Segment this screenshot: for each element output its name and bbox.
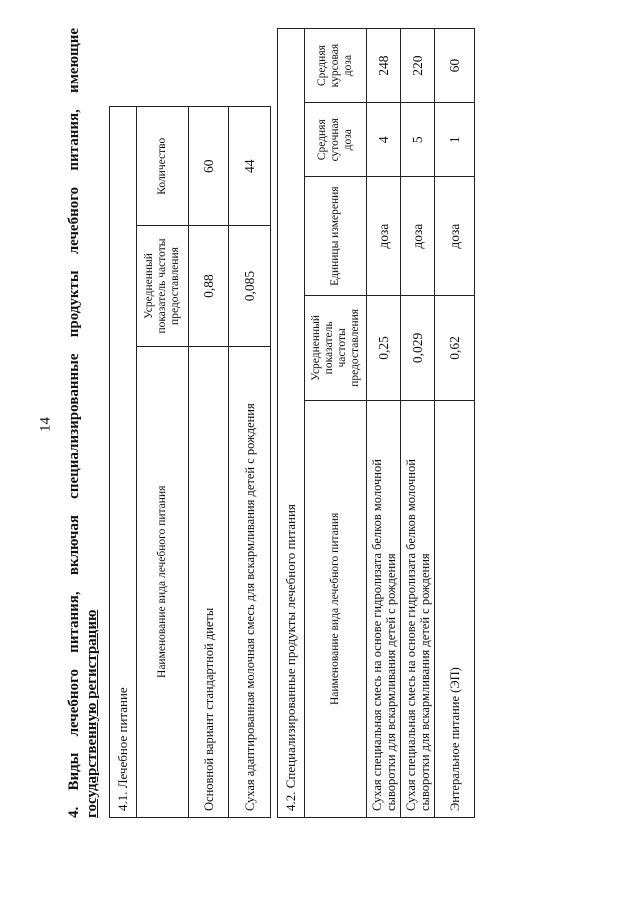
- table1-header-qty: Количество: [137, 107, 189, 226]
- table-specialized-products: [277, 28, 475, 818]
- rotated-document: [65, 28, 633, 818]
- table2-header-freq: Усредненный показатель частоты предоставления: [305, 296, 367, 401]
- heading-line-1: 4. Виды лечебного питания, включая специализированные продукты лечебного питания, имеющие: [66, 28, 82, 818]
- table2-row2-freq: 0,029: [401, 296, 435, 401]
- section-heading: [65, 28, 101, 818]
- table1-row2-name: Сухая адаптированная молочная смесь для вскармливания детей с рождения: [229, 346, 271, 817]
- table2-row1-course: 248: [367, 29, 401, 103]
- table2-header-course: Средняя курсовая доза: [305, 29, 367, 103]
- table2-row3-daily: 1: [435, 103, 475, 177]
- table-row: [229, 107, 271, 818]
- table1-row1-name: Основной вариант стандартной диеты: [189, 346, 229, 817]
- table2-header-daily: Средняя суточная доза: [305, 103, 367, 177]
- table2-header-unit: Единицы измерения: [305, 177, 367, 296]
- table2-row1-daily: 4: [367, 103, 401, 177]
- table2-row2-daily: 5: [401, 103, 435, 177]
- table1-title: 4.1. Лечебное питание: [110, 107, 137, 818]
- table-row: [435, 29, 475, 818]
- table1-row1-qty: 60: [189, 107, 229, 226]
- table-therapeutic-nutrition: [109, 106, 271, 818]
- table2-row2-unit: доза: [401, 177, 435, 296]
- table-row: [367, 29, 401, 818]
- table2-header-name: Наименование вида лечебного питания: [305, 400, 367, 817]
- page-number: 14: [37, 417, 54, 432]
- heading-line-2: государственную регистрацию: [84, 609, 100, 818]
- table1-header-freq: Усредненный показатель частоты предоставления: [137, 226, 189, 346]
- table2-row3-name: Энтеральное питание (ЭП): [435, 400, 475, 817]
- table2-title: 4.2. Специализированные продукты лечебного питания: [278, 29, 305, 818]
- table2-row3-freq: 0,62: [435, 296, 475, 401]
- table2-row3-course: 60: [435, 29, 475, 103]
- table-row: [401, 29, 435, 818]
- table1-row1-freq: 0,88: [189, 226, 229, 346]
- table2-row2-name: Сухая специальная смесь на основе гидролизата белков молочной сыворотки для вскармливания детей с рождения: [401, 400, 435, 817]
- table1-row2-freq: 0,085: [229, 226, 271, 346]
- table2-row1-name: Сухая специальная смесь на основе гидролизата белков молочной сыворотки для вскармливания детей с рождения: [367, 400, 401, 817]
- table2-row2-course: 220: [401, 29, 435, 103]
- table2-row3-unit: доза: [435, 177, 475, 296]
- table2-row1-freq: 0,25: [367, 296, 401, 401]
- table1-row2-qty: 44: [229, 107, 271, 226]
- table-row: [189, 107, 229, 818]
- table2-row1-unit: доза: [367, 177, 401, 296]
- table1-header-name: Наименование вида лечебного питания: [137, 346, 189, 817]
